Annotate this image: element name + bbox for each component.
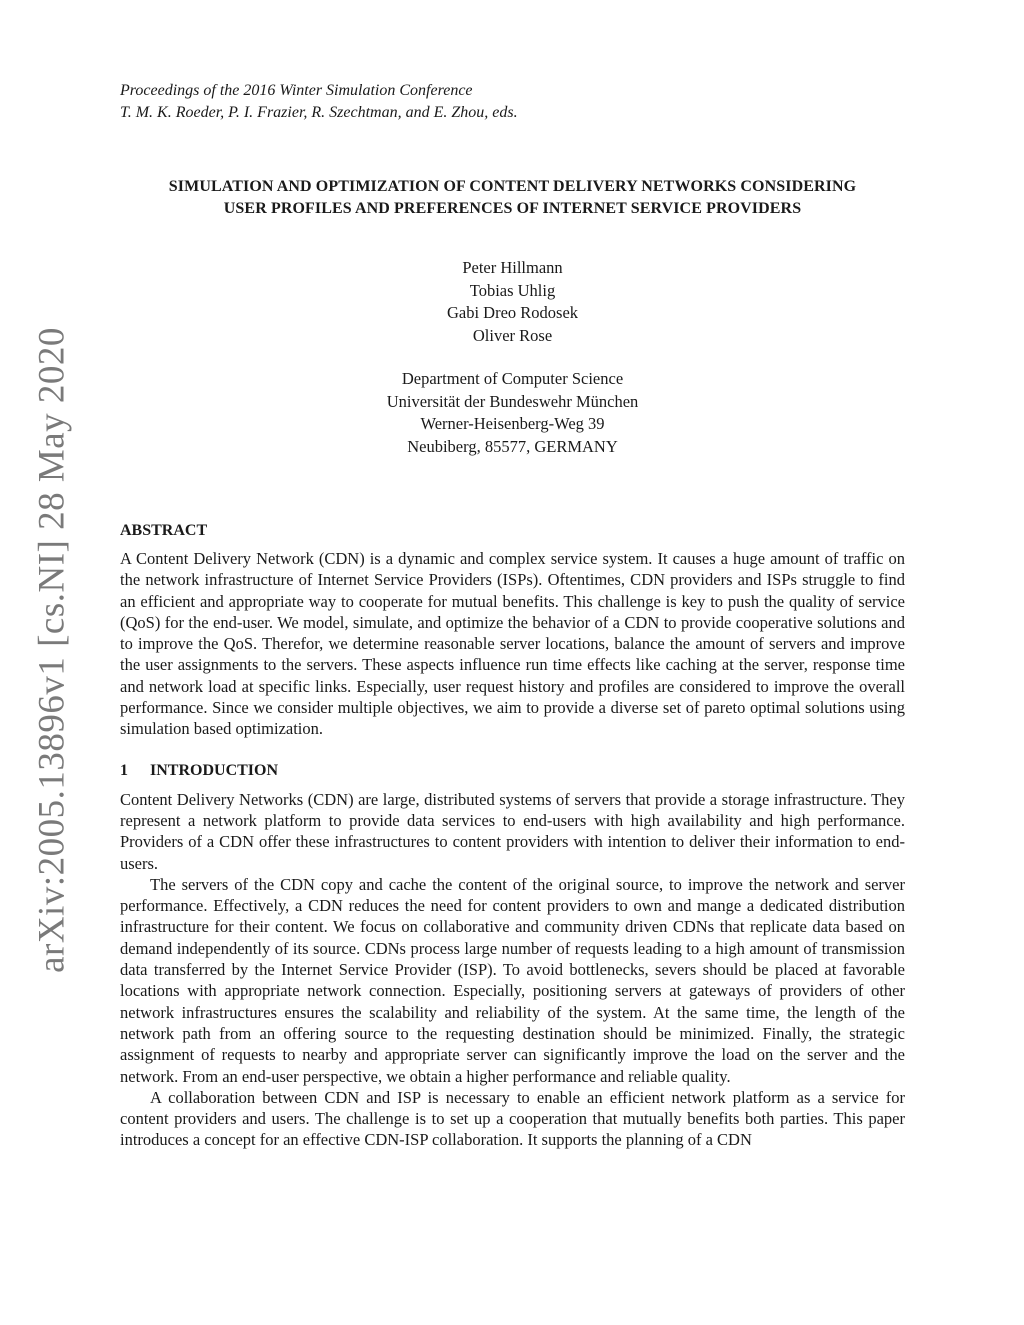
paper-title-line-2: USER PROFILES AND PREFERENCES OF INTERNET SERVICE PROVIDERS [223, 200, 802, 217]
affiliation-street: Werner-Heisenberg-Weg 39 [420, 414, 605, 433]
paper-title [120, 176, 905, 220]
author-name: Peter Hillmann [462, 258, 563, 277]
affiliation-block [120, 368, 905, 458]
intro-paragraph: A collaboration between CDN and ISP is necessary to enable an efficient network platform as a service for content providers and users. The challenge is to set up a cooperation that mutually benefits both parties. This paper introduces a concept for an effective CDN-ISP collaboration. It supports the planning of a CDN [120, 1087, 905, 1150]
author-name: Tobias Uhlig [469, 280, 556, 300]
section-heading-introduction [120, 760, 905, 782]
proceedings-conference: Proceedings of the 2016 Winter Simulation Conference [120, 82, 473, 99]
proceedings-editors: T. M. K. Roeder, P. I. Frazier, R. Szechtman, and E. Zhou, eds. [120, 104, 518, 121]
intro-paragraph: Content Delivery Networks (CDN) are large, distributed systems of servers that provide a storage infrastructure. They represent a network platform to provide data services to end-users with high availability and high performance. Providers of a CDN offer these infrastructures to content providers with intention to deliver their information to end-users. [120, 789, 905, 873]
author-name: Gabi Dreo Rodosek [446, 303, 579, 322]
paper-page [120, 80, 905, 1151]
section-number: 1 [120, 761, 128, 779]
author-list [120, 257, 905, 347]
abstract-text: A Content Delivery Network (CDN) is a dynamic and complex service system. It causes a huge amount of traffic on the network infrastructure of Internet Service Providers (ISPs). Oftentimes, CDN providers and ISPs struggle to find an efficient and appropriate way to cooperate for mutual benefits. This challenge is key to push the quality of service (QoS) for the end-user. We model, simulate, and optimize the behavior of a CDN to provide cooperative solutions and to improve the QoS. Therefor, we determine reasonable server locations, balance the amount of servers and improve the user assignments to the servers. These aspects influence run time effects like caching at the server, response time and network load at specific links. Especially, user request history and profiles are considered to improve the overall performance. Since we consider multiple objectives, we aim to provide a diverse set of pareto optimal solutions using simulation based optimization. [120, 549, 905, 739]
author-name: Oliver Rose [472, 325, 553, 345]
affiliation-city: Neubiberg, 85577, GERMANY [407, 436, 618, 456]
abstract-heading: ABSTRACT [120, 522, 208, 539]
section-title: INTRODUCTION [150, 761, 279, 779]
paper-title-line-1: SIMULATION AND OPTIMIZATION OF CONTENT DELIVERY NETWORKS CONSIDERING [168, 178, 857, 195]
intro-paragraph: The servers of the CDN copy and cache the content of the original source, to improve the network and server performance. Effectively, a CDN reduces the need for content providers to own and mange a dedicated distribution infrastructure for their content. We focus on collaborative and community driven CDNs that replicate data based on demand independently of its source. CDNs process large number of requests leading to a high amount of transmission data transferred by the Internet Service Provider (ISP). To avoid bottlenecks, severs should be placed at favorable locations with appropriate network connection. Especially, positioning servers at gateways of providers of other network infrastructures ensures the scalability and reliability of the system. At the same time, the length of the network path from an offering source to the requesting destination should be minimized. Finally, the strategic assignment of requests to nearby and appropriate server can significantly improve the load on the server and the network. From an end-user perspective, we obtain a higher performance and reliable quality. [120, 874, 905, 1086]
affiliation-university: Universität der Bundeswehr München [386, 391, 639, 411]
proceedings-header [120, 80, 905, 124]
affiliation-department: Department of Computer Science [401, 369, 624, 388]
arxiv-identifier-stamp: arXiv:2005.13896v1 [cs.NI] 28 May 2020 [31, 327, 73, 973]
